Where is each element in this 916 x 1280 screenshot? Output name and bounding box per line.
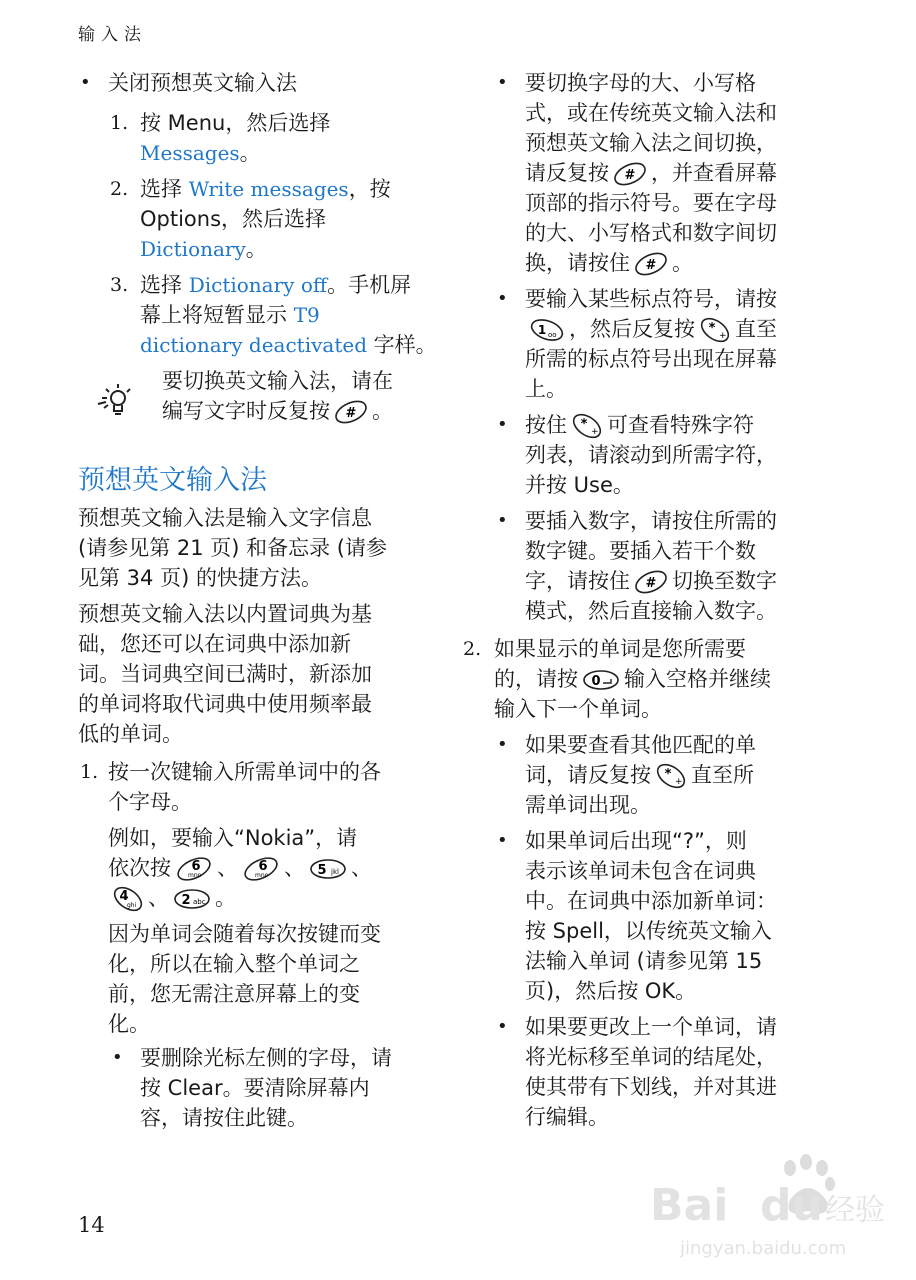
section-title: 关闭预想英文输入法 (108, 71, 297, 95)
step-3-line-3: dictionary deactivated 字样。 (140, 333, 437, 357)
key-2-icon (172, 886, 212, 912)
section-heading: 预想英文输入法 (78, 465, 267, 496)
hash-key-icon (633, 569, 669, 595)
step-3-line-1: 选择 Dictionary off。手机屏 (140, 273, 412, 297)
ui-term: T9 (293, 303, 320, 327)
special-line-2: 列表，请滚动到所需字符， (525, 443, 777, 467)
svg-text:2: 2 (181, 893, 191, 908)
ui-term: Dictionary off (188, 273, 328, 297)
ui-term: Messages (140, 141, 240, 165)
digit-line-1: 要插入数字，请按住所需的 (525, 509, 777, 533)
bullet: • (497, 734, 508, 755)
digit-line-2: 数字键。要插入若干个数 (525, 539, 756, 563)
step-number: 1. (80, 761, 99, 783)
step-1-line-2: Messages。 (140, 141, 261, 165)
digit-line-4: 模式，然后直接输入数字。 (525, 599, 777, 623)
bullet: • (497, 288, 508, 309)
case-line-1: 要切换字母的大、小写格 (525, 71, 756, 95)
hash-key-icon (633, 251, 669, 277)
para-2-line-2: 础，您还可以在词典中添加新 (78, 632, 351, 656)
step-number: 2. (110, 178, 129, 200)
step-number: 1. (110, 112, 129, 134)
svg-text:6: 6 (258, 859, 268, 874)
svg-text:1: 1 (537, 323, 547, 337)
para-2-line-1: 预想英文输入法以内置词典为基 (78, 602, 372, 626)
step-2-line-1: 如果显示的单词是您所需要 (494, 637, 746, 661)
bullet: • (497, 1016, 508, 1037)
special-line-3: 并按 Use。 (525, 473, 634, 497)
bullet: • (497, 414, 508, 435)
note-line-1: 因为单词会随着每次按键而变 (108, 922, 381, 946)
bullet: • (80, 72, 91, 93)
para-1-line-3: 见第 34 页) 的快捷方法。 (78, 566, 322, 590)
step-number: 3. (110, 274, 129, 296)
note-line-4: 化。 (108, 1012, 150, 1036)
note-line-3: 前，您无需注意屏幕上的变 (108, 982, 360, 1006)
example-line-1: 例如，要输入“Nokia”，请 (108, 826, 358, 850)
hash-key-icon (612, 161, 648, 187)
svg-text:#: # (624, 168, 636, 183)
para-2-line-4: 的单词将取代词典中使用频率最 (78, 692, 372, 716)
svg-text:0: 0 (591, 674, 601, 689)
svg-text:#: # (645, 576, 657, 591)
spell-line-5: 法输入单词 (请参见第 15 (525, 949, 763, 973)
edit-line-2: 将光标移至单词的结尾处， (525, 1045, 777, 1069)
para-1-line-1: 预想英文输入法是输入文字信息 (78, 506, 372, 530)
match-line-3: 需单词出现。 (525, 793, 651, 817)
spell-line-6: 页)，然后按 OK。 (525, 979, 697, 1003)
svg-text:*: * (708, 321, 716, 336)
step-2-line-1: 选择 Write messages，按 (140, 177, 391, 201)
svg-text:mno: mno (188, 872, 202, 879)
svg-text:+: + (675, 777, 683, 787)
para-2-line-3: 词。当词典空间已满时，新添加 (78, 662, 372, 686)
svg-text:4: 4 (119, 889, 129, 904)
ui-term: Dictionary (140, 237, 246, 261)
digit-line-3: 字，请按住 # 切换至数字 (525, 566, 777, 596)
svg-text:ghi: ghi (127, 902, 137, 909)
svg-text:*: * (580, 417, 588, 432)
svg-text:du: du (760, 1180, 823, 1231)
bullet: • (497, 72, 508, 93)
punct-line-1: 要输入某些标点符号，请按 (525, 287, 777, 311)
case-line-4: 请反复按 # ，并查看屏幕 (525, 158, 777, 188)
svg-text:jkl: jkl (331, 868, 339, 876)
step-2-line-2: Options，然后选择 (140, 207, 327, 231)
star-key-icon (570, 413, 604, 439)
step-1-line-1: 按 Menu，然后选择 (140, 111, 331, 135)
para-1-line-2: (请参见第 21 页) 和备忘录 (请参 (78, 536, 388, 560)
step-1-text-line-1: 按一次键输入所需单词中的各 (108, 760, 381, 784)
clear-line-2: 按 Clear。要清除屏幕内 (140, 1076, 370, 1100)
ui-term: Write messages (188, 177, 349, 201)
match-line-2: 词，请反复按 * + 直至所 (525, 760, 754, 790)
svg-text:oo: oo (548, 331, 557, 339)
edit-line-1: 如果要更改上一个单词，请 (525, 1015, 777, 1039)
edit-line-3: 使其带有下划线，并对其进 (525, 1075, 777, 1099)
star-key-icon (698, 317, 732, 343)
running-header: 输入法 (78, 25, 147, 45)
spell-line-3: 中。在词典中添加新单词： (525, 889, 777, 913)
svg-text:5: 5 (317, 863, 327, 878)
spell-line-2: 表示该单词未包含在词典 (525, 859, 756, 883)
punct-line-2: 1 oo ，然后反复按 * + 直至 (525, 314, 777, 344)
key-0-icon (581, 667, 621, 693)
ui-term: dictionary deactivated (140, 333, 367, 357)
case-line-5: 顶部的指示符号。要在字母 (525, 191, 777, 215)
hash-key-icon (333, 399, 369, 425)
step-1-text-line-2: 个字母。 (108, 790, 192, 814)
clear-line-1: 要删除光标左侧的字母，请 (140, 1046, 392, 1070)
special-line-1: 按住 * + 可查看特殊字符 (525, 410, 754, 440)
svg-text:mno: mno (255, 872, 269, 879)
case-line-6: 的大、小写格式和数字间切 (525, 221, 777, 245)
step-2-line-2: 的，请按 0 输入空格并继续 (494, 667, 771, 691)
step-3-line-2: 幕上将短暂显示 T9 (140, 303, 320, 327)
para-2-line-5: 低的单词。 (78, 722, 183, 746)
step-number: 2. (463, 638, 482, 660)
case-line-3: 预想英文输入法之间切换， (525, 131, 777, 155)
spell-line-4: 按 Spell，以传统英文输入 (525, 919, 772, 943)
bullet: • (497, 510, 508, 531)
key-6-icon (174, 856, 214, 882)
case-line-7: 换，请按住 # 。 (525, 248, 693, 278)
step-2-line-3: Dictionary。 (140, 237, 267, 261)
key-6-icon (241, 856, 281, 882)
svg-text:*: * (664, 767, 672, 782)
svg-text:+: + (719, 331, 727, 341)
punct-line-4: 上。 (525, 377, 567, 401)
star-key-icon (654, 763, 688, 789)
clear-line-3: 容，请按住此键。 (140, 1106, 308, 1130)
tip-line-2: 编写文字时反复按 # 。 (162, 396, 393, 426)
lightbulb-tip-icon (96, 380, 136, 424)
svg-text:#: # (645, 258, 657, 273)
key-5-icon (308, 856, 348, 882)
bullet: • (497, 830, 508, 851)
key-4-icon (111, 886, 145, 912)
example-line-3: 4 ghi 、 2 abc 。 (108, 883, 236, 913)
svg-text:abc: abc (193, 898, 206, 906)
spell-line-1: 如果单词后出现“?”，则 (525, 829, 747, 853)
page-number: 14 (78, 1213, 105, 1237)
baidu-watermark-logo (640, 1150, 900, 1270)
svg-text:jingyan.baidu.com: jingyan.baidu.com (680, 1238, 847, 1259)
note-line-2: 化，所以在输入整个单词之 (108, 952, 360, 976)
svg-text:经验: 经验 (825, 1193, 885, 1228)
svg-text:Bai: Bai (650, 1180, 729, 1231)
example-line-2: 依次按 6 mno 、 6 mno 、 5 jkl 、 (108, 853, 372, 883)
svg-text:6: 6 (191, 859, 201, 874)
punct-line-3: 所需的标点符号出现在屏幕 (525, 347, 777, 371)
bullet: • (112, 1047, 123, 1068)
match-line-1: 如果要查看其他匹配的单 (525, 733, 756, 757)
edit-line-4: 行编辑。 (525, 1105, 609, 1129)
svg-text:#: # (345, 406, 357, 421)
step-2-line-3: 输入下一个单词。 (494, 697, 662, 721)
tip-line-1: 要切换英文输入法，请在 (162, 369, 393, 393)
case-line-2: 式，或在传统英文输入法和 (525, 101, 777, 125)
svg-text:+: + (591, 427, 599, 437)
key-1-icon (528, 317, 566, 343)
